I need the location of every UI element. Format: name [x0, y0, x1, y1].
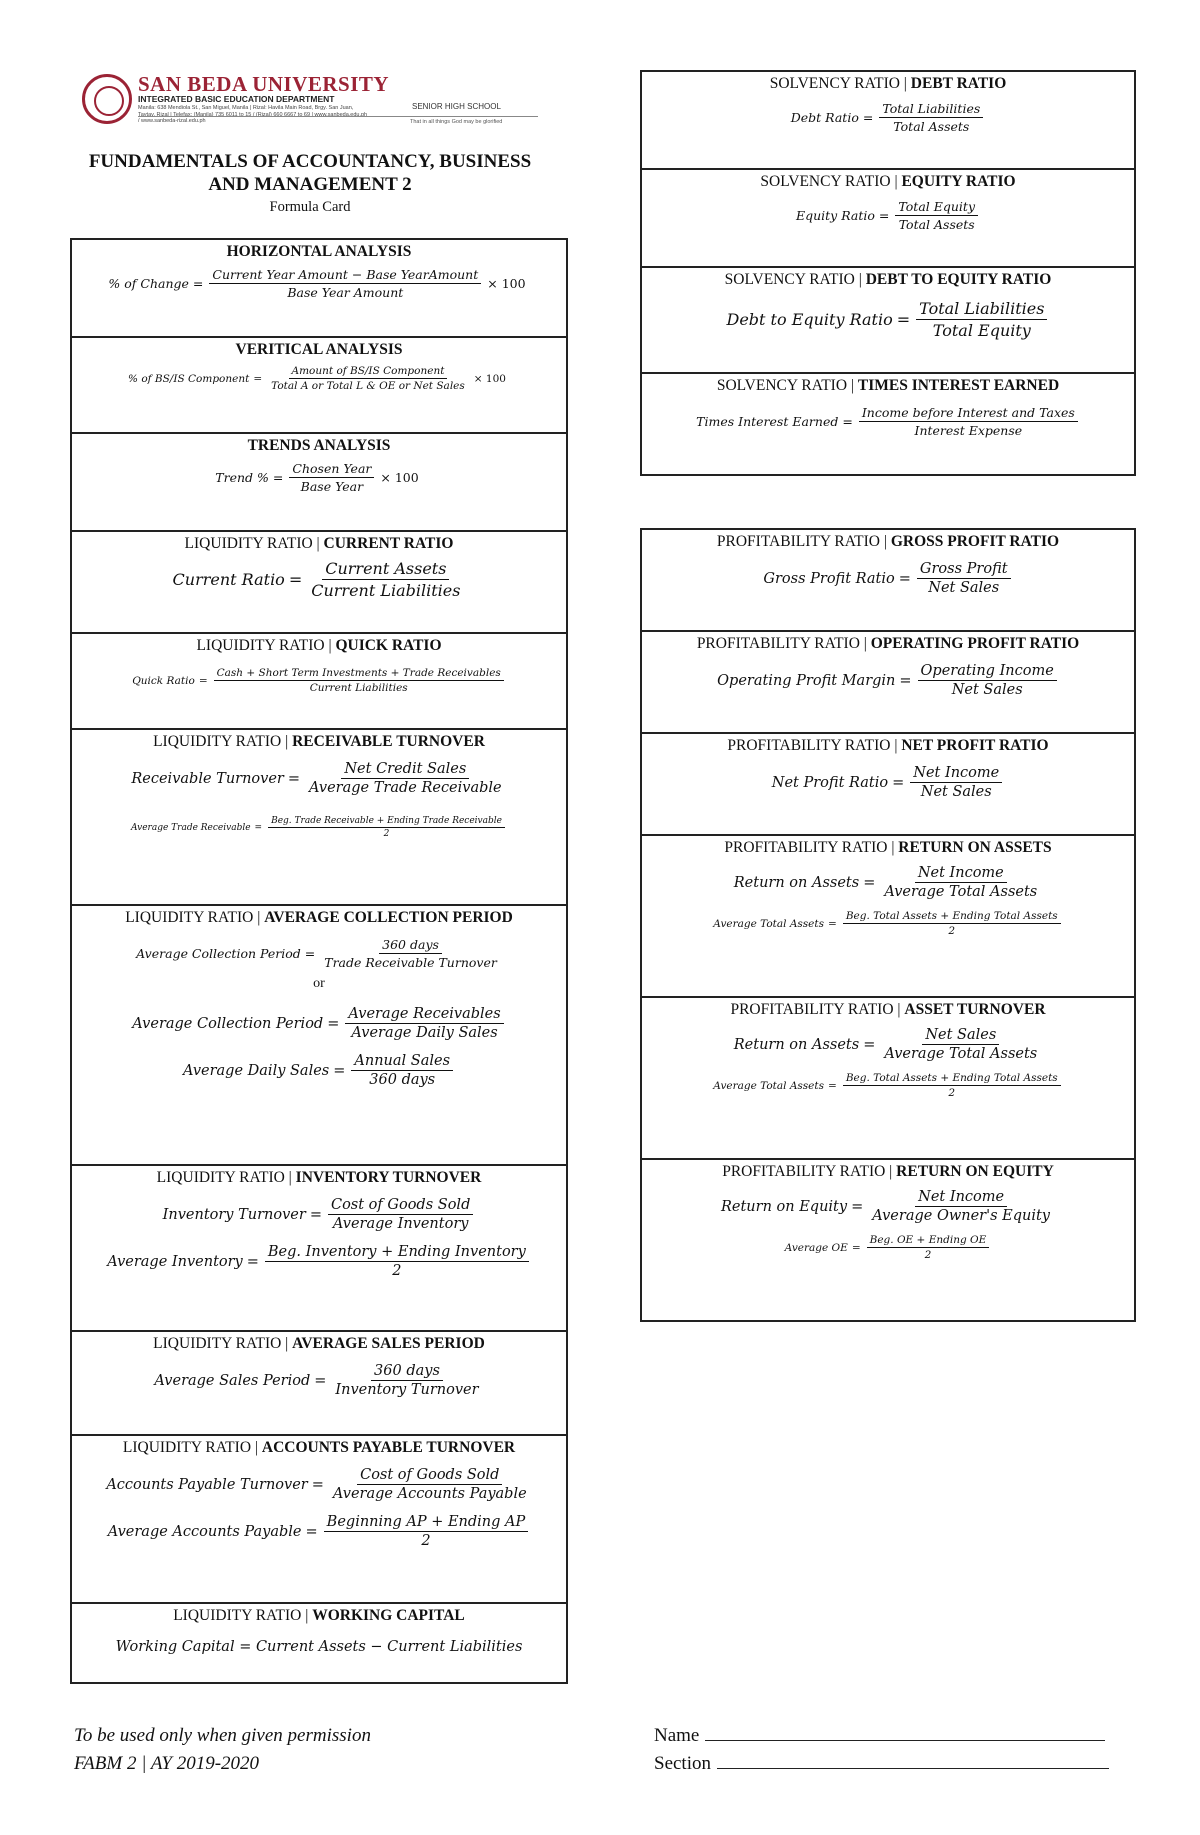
- section-title: TIMES INTEREST EARNED: [857, 377, 1060, 394]
- formula-secondary: Average OE = $\frac{\text{Beg. OE + Ending OE}}{2}$: [642, 1234, 1134, 1261]
- formula-numerator: Average Receivables: [345, 1006, 503, 1024]
- name-blank-line[interactable]: [705, 1722, 1105, 1741]
- formula-denominator: Average Accounts Payable: [332, 1486, 527, 1502]
- formula-denominator: Net Sales: [920, 784, 992, 800]
- section-title: VERITICAL ANALYSIS: [235, 341, 403, 358]
- formula-lhs: % of Change: [108, 276, 189, 291]
- formula-numerator: Beg. Total Assets + Ending Total Assets: [843, 1072, 1061, 1086]
- vertical-analysis-section: [71, 337, 567, 433]
- formula-numerator: Annual Sales: [351, 1053, 453, 1071]
- formula-lhs: Accounts Payable Turnover: [106, 1476, 308, 1493]
- times-interest-earned-section: SOLVENCY RATIO | TIMES INTEREST EARNED Times Interest Earned = $\frac{\text{Income before Interest and Taxes}}{\text{Interest Expense}}$: [641, 373, 1135, 475]
- formula-numerator: 360 days: [371, 1363, 443, 1381]
- formula-numerator: Cost of Goods Sold: [328, 1197, 473, 1215]
- section-blank-line[interactable]: [717, 1750, 1109, 1769]
- formula-lhs: Inventory Turnover: [162, 1206, 306, 1223]
- university-seal-icon: [82, 74, 132, 124]
- formula-numerator: Amount of BS/IS Component: [289, 365, 448, 379]
- quick-ratio-section: LIQUIDITY RATIO | QUICK RATIO Quick Ratio = $\frac{\text{Cash + Short Term Investments + Trade Receivables}}{\text{Current Liabilities}}$: [71, 633, 567, 729]
- working-capital-section: LIQUIDITY RATIO | WORKING CAPITAL Working Capital = Current Assets − Current Liabilities: [71, 1603, 567, 1683]
- formula-lhs: % of BS/IS Component: [128, 372, 250, 385]
- formula-denominator: Average Total Assets: [884, 884, 1038, 900]
- section-title: INVENTORY TURNOVER: [295, 1169, 482, 1186]
- receivable-turnover-section: LIQUIDITY RATIO | RECEIVABLE TURNOVER Receivable Turnover = $\frac{\text{Net Credit Sales}}{\text{Average Trade Receivable}}$ Average Trade Receivable = $\frac{\text{Beg. Trade Receivable + Ending Trade Receivable}}{2}$: [71, 729, 567, 905]
- formula-denominator: Average Inventory: [332, 1216, 469, 1232]
- section-title: GROSS PROFIT RATIO: [890, 533, 1060, 550]
- formula-numerator: Beginning AP + Ending AP: [324, 1514, 529, 1532]
- formula: [72, 1639, 566, 1655]
- section-title: QUICK RATIO: [335, 637, 442, 654]
- formula: % of BS/IS Component = $\frac{\text{Amount of BS/IS Component}}{\text{Total A or Total L \& OE or Net Sales}}$ × 100: [72, 365, 566, 392]
- section-field[interactable]: [654, 1750, 1109, 1778]
- formula-denominator: 2: [948, 925, 956, 937]
- formula-denominator: Interest Expense: [914, 423, 1023, 438]
- formula-lhs: Debt to Equity Ratio: [726, 310, 893, 329]
- current-ratio-section: LIQUIDITY RATIO | CURRENT RATIO Current Ratio = $\frac{\text{Current Assets}}{\text{Current Liabilities}}$: [71, 531, 567, 633]
- formula-denominator: 360 days: [369, 1072, 436, 1088]
- return-on-equity-section: PROFITABILITY RATIO | RETURN ON EQUITY Return on Equity = $\frac{\text{Net Income}}{\text{Average Owner's Equity}}$ Average OE = $\frac{\text{Beg. OE + Ending OE}}{2}$: [641, 1159, 1135, 1321]
- formula-numerator: Operating Income: [918, 663, 1057, 681]
- formula-numerator: Total Liabilities: [916, 299, 1047, 320]
- formula-numerator: Beg. Trade Receivable + Ending Trade Receivable: [268, 816, 505, 828]
- formula-expression: Working Capital = Current Assets − Current Liabilities: [115, 1639, 523, 1655]
- formula-numerator: Current Assets: [322, 559, 449, 580]
- formula-lhs: Receivable Turnover: [131, 770, 284, 787]
- formula-numerator: Cost of Goods Sold: [357, 1467, 502, 1485]
- formula: Receivable Turnover = $\frac{\text{Net Credit Sales}}{\text{Average Trade Receivable}}$: [72, 761, 566, 796]
- formula: Operating Profit Margin = $\frac{\text{Operating Income}}{\text{Net Sales}}$: [642, 663, 1134, 698]
- formula-secondary: Average Accounts Payable = $\frac{\text{Beginning AP + Ending AP}}{2}$: [72, 1514, 566, 1549]
- accounts-payable-turnover-section: LIQUIDITY RATIO | ACCOUNTS PAYABLE TURNOVER Accounts Payable Turnover = $\frac{\text{Cost of Goods Sold}}{\text{Average Accounts Payable}}$ Average Accounts Payable = $\frac{\text{Beginning AP + Ending AP}}{2}$: [71, 1435, 567, 1603]
- formula: Return on Assets = $\frac{\text{Net Sales}}{\text{Average Total Assets}}$: [642, 1027, 1134, 1062]
- section-label: Section: [654, 1753, 711, 1774]
- formula: Return on Equity = $\frac{\text{Net Income}}{\text{Average Owner's Equity}}$: [642, 1189, 1134, 1224]
- section-title: DEBT TO EQUITY RATIO: [865, 271, 1052, 288]
- formula-denominator: 2: [421, 1533, 431, 1549]
- formula-numerator: Beg. OE + Ending OE: [867, 1234, 990, 1248]
- formula-lhs: Current Ratio: [172, 570, 285, 589]
- operating-profit-ratio-section: PROFITABILITY RATIO | OPERATING PROFIT RATIO Operating Profit Margin = $\frac{\text{Operating Income}}{\text{Net Sales}}$: [641, 631, 1135, 733]
- formula-denominator: Total Equity: [932, 321, 1031, 340]
- formula: Average Collection Period = $\frac{\text{360 days}}{\text{Trade Receivable Turnover}}$: [72, 937, 566, 970]
- horizontal-analysis-section: [71, 239, 567, 337]
- university-name: SAN BEDA UNIVERSITY: [138, 72, 390, 96]
- formula-numerator: Total Equity: [895, 199, 978, 216]
- average-sales-period-section: LIQUIDITY RATIO | AVERAGE SALES PERIOD Average Sales Period = $\frac{\text{360 days}}{\text{Inventory Turnover}}$: [71, 1331, 567, 1435]
- formula-denominator: 2: [383, 829, 390, 839]
- average-collection-period-section: LIQUIDITY RATIO | AVERAGE COLLECTION PERIOD Average Collection Period = $\frac{\text{360 days}}{\text{Trade Receivable Turnover}}$ or Average Collection Period = $\frac{\text{Average Receivables}}{\text{Average Daily Sales}}$ Average Daily Sales = $\frac{\text{Annual Sales}}{\text{360 days}}$: [71, 905, 567, 1165]
- formula: Debt to Equity Ratio = $\frac{\text{Total Liabilities}}{\text{Total Equity}}$: [642, 299, 1134, 340]
- net-profit-ratio-section: PROFITABILITY RATIO | NET PROFIT RATIO Net Profit Ratio = $\frac{\text{Net Income}}{\text{Net Sales}}$: [641, 733, 1135, 835]
- name-label: Name: [654, 1725, 700, 1746]
- section-title: RECEIVABLE TURNOVER: [292, 733, 485, 750]
- formula-numerator: Net Income: [910, 765, 1002, 783]
- formula-denominator: 2: [924, 1249, 932, 1261]
- left-formula-table: [70, 238, 568, 1684]
- formula-denominator: Current Liabilities: [311, 581, 461, 600]
- document-title: [70, 150, 550, 196]
- asset-turnover-section: PROFITABILITY RATIO | ASSET TURNOVER Return on Assets = $\frac{\text{Net Sales}}{\text{Average Total Assets}}$ Average Total Assets = $\frac{\text{Beg. Total Assets + Ending Total Assets}}{2}$: [641, 997, 1135, 1159]
- section-title: AVERAGE COLLECTION PERIOD: [264, 909, 513, 926]
- formula-lhs: Quick Ratio: [132, 674, 195, 687]
- formula-denominator: Average Owner's Equity: [872, 1208, 1050, 1224]
- or-separator: or: [313, 976, 325, 991]
- formula: Current Ratio = $\frac{\text{Current Assets}}{\text{Current Liabilities}}$: [72, 559, 566, 600]
- formula: Debt Ratio = $\frac{\text{Total Liabilities}}{\text{Total Assets}}$: [642, 101, 1134, 134]
- formula-lhs: Average Total Assets: [713, 917, 825, 930]
- formula-secondary: Average Total Assets = $\frac{\text{Beg. Total Assets + Ending Total Assets}}{2}$: [642, 910, 1134, 937]
- formula-lhs: Return on Assets: [733, 874, 860, 891]
- formula-denominator: Base Year: [300, 479, 364, 494]
- section-title: AVERAGE SALES PERIOD: [292, 1335, 485, 1352]
- formula-lhs: Average Collection Period: [132, 1015, 324, 1032]
- formula-lhs: Net Profit Ratio: [771, 774, 889, 791]
- section-title: RETURN ON ASSETS: [898, 839, 1052, 856]
- profitability-table: [640, 528, 1136, 1322]
- formula-numerator: Total Liabilities: [879, 101, 983, 118]
- formula-denominator: Total A or Total L & OE or Net Sales: [271, 380, 465, 392]
- formula: Accounts Payable Turnover = $\frac{\text{Cost of Goods Sold}}{\text{Average Accounts Payable}}$: [72, 1467, 566, 1502]
- formula-lhs: Gross Profit Ratio: [763, 570, 895, 587]
- solvency-table: [640, 70, 1136, 476]
- formula-secondary: Average Collection Period = $\frac{\text{Average Receivables}}{\text{Average Daily Sales}}$: [72, 1006, 566, 1041]
- formula-numerator: Beg. Inventory + Ending Inventory: [265, 1244, 529, 1262]
- formula-numerator: Cash + Short Term Investments + Trade Receivables: [214, 667, 504, 681]
- formula-lhs: Return on Equity: [720, 1198, 848, 1215]
- school-motto: That in all things God may be glorified: [410, 119, 503, 125]
- formula: Gross Profit Ratio = $\frac{\text{Gross Profit}}{\text{Net Sales}}$: [642, 561, 1134, 596]
- section-title: ASSET TURNOVER: [904, 1001, 1046, 1018]
- formula-denominator: Total Assets: [893, 119, 970, 134]
- formula: % of Change = $\frac{\text{Current Year Amount − Base YearAmount}}{\text{Base Year Amount}}$ × 100: [72, 267, 566, 300]
- school-address: Manila: 638 Mendiola St., San Miguel, Manila | Rizal: Havila Main Road, Brgy. San Juan, Taytay, Rizal | Telefax: (Manila) 735 6011 to 15 / (Rizal) 660 6667 to 69 | www.sanbeda.edu.ph / www.sanbeda-rizal.edu.ph: [138, 105, 368, 124]
- formula-lhs: Return on Assets: [733, 1036, 860, 1053]
- debt-to-equity-ratio-section: SOLVENCY RATIO | DEBT TO EQUITY RATIO Debt to Equity Ratio = $\frac{\text{Total Liabilities}}{\text{Total Equity}}$: [641, 267, 1135, 373]
- formula: Average Sales Period = $\frac{\text{360 days}}{\text{Inventory Turnover}}$: [72, 1363, 566, 1398]
- inventory-turnover-section: LIQUIDITY RATIO | INVENTORY TURNOVER Inventory Turnover = $\frac{\text{Cost of Goods Sold}}{\text{Average Inventory}}$ Average Inventory = $\frac{\text{Beg. Inventory + Ending Inventory}}{2}$: [71, 1165, 567, 1331]
- formula-lhs: Average Daily Sales: [182, 1062, 330, 1079]
- formula: Quick Ratio = $\frac{\text{Cash + Short Term Investments + Trade Receivables}}{\text{Current Liabilities}}$: [72, 667, 566, 694]
- formula-lhs: Average Trade Receivable: [131, 822, 251, 833]
- trends-analysis-section: [71, 433, 567, 531]
- formula-denominator: Inventory Turnover: [335, 1382, 479, 1398]
- gross-profit-ratio-section: PROFITABILITY RATIO | GROSS PROFIT RATIO Gross Profit Ratio = $\frac{\text{Gross Profit}}{\text{Net Sales}}$: [641, 529, 1135, 631]
- title-line-1: FUNDAMENTALS OF ACCOUNTANCY, BUSINESS: [88, 151, 532, 172]
- section-title: HORIZONTAL ANALYSIS: [226, 243, 412, 260]
- formula-lhs: Average Sales Period: [154, 1372, 311, 1389]
- formula-lhs: Average Total Assets: [713, 1079, 825, 1092]
- formula-denominator: Average Total Assets: [884, 1046, 1038, 1062]
- formula-lhs: Debt Ratio: [790, 110, 859, 125]
- formula: Return on Assets = $\frac{\text{Net Income}}{\text{Average Total Assets}}$: [642, 865, 1134, 900]
- formula-numerator: Income before Interest and Taxes: [859, 405, 1078, 422]
- formula-numerator: Net Credit Sales: [341, 761, 469, 779]
- formula-numerator: Current Year Amount − Base YearAmount: [209, 267, 481, 284]
- section-title: RETURN ON EQUITY: [896, 1163, 1054, 1180]
- section-title: WORKING CAPITAL: [312, 1607, 465, 1624]
- formula-numerator: Net Income: [915, 865, 1007, 883]
- section-title: CURRENT RATIO: [323, 535, 454, 552]
- formula-denominator: 2: [392, 1263, 402, 1279]
- section-title: DEBT RATIO: [910, 75, 1007, 92]
- section-title: TRENDS ANALYSIS: [247, 437, 391, 454]
- formula-numerator: Beg. Total Assets + Ending Total Assets: [843, 910, 1061, 924]
- header-divider: [138, 116, 538, 117]
- student-fields: [654, 1722, 1109, 1778]
- formula-secondary: Average Total Assets = $\frac{\text{Beg. Total Assets + Ending Total Assets}}{2}$: [642, 1072, 1134, 1099]
- title-line-2: AND MANAGEMENT 2: [208, 174, 412, 195]
- course-year-note: FABM 2 | AY 2019-2020: [74, 1753, 260, 1774]
- formula-denominator: Current Liabilities: [309, 682, 408, 694]
- formula: Trend % = $\frac{\text{Chosen Year}}{\text{Base Year}}$ × 100: [72, 461, 566, 494]
- formula-lhs: Average Accounts Payable: [107, 1523, 302, 1540]
- formula-secondary: Average Inventory = $\frac{\text{Beg. Inventory + Ending Inventory}}{2}$: [72, 1244, 566, 1279]
- section-title: ACCOUNTS PAYABLE TURNOVER: [261, 1439, 516, 1456]
- formula-lhs: Equity Ratio: [795, 208, 875, 223]
- formula-denominator: Trade Receivable Turnover: [324, 955, 497, 970]
- formula-multiplier: × 100: [380, 470, 419, 485]
- formula-secondary: Average Trade Receivable = $\frac{\text{Beg. Trade Receivable + Ending Trade Receivable}}{2}$: [72, 816, 566, 839]
- formula-numerator: Net Income: [915, 1189, 1007, 1207]
- formula: Times Interest Earned = $\frac{\text{Income before Interest and Taxes}}{\text{Interest Expense}}$: [642, 405, 1134, 438]
- return-on-assets-section: PROFITABILITY RATIO | RETURN ON ASSETS Return on Assets = $\frac{\text{Net Income}}{\text{Average Total Assets}}$ Average Total Assets = $\frac{\text{Beg. Total Assets + Ending Total Assets}}{2}$: [641, 835, 1135, 997]
- school-header: [80, 72, 550, 134]
- formula: Net Profit Ratio = $\frac{\text{Net Income}}{\text{Net Sales}}$: [642, 765, 1134, 800]
- formula-numerator: Chosen Year: [289, 461, 374, 478]
- department-name: INTEGRATED BASIC EDUCATION DEPARTMENT: [138, 94, 335, 104]
- footer-notes: [74, 1722, 371, 1778]
- formula-multiplier: × 100: [487, 276, 526, 291]
- section-title: EQUITY RATIO: [901, 173, 1016, 190]
- formula-denominator: Total Assets: [898, 217, 975, 232]
- formula-numerator: Net Sales: [922, 1027, 999, 1045]
- formula-multiplier: × 100: [473, 372, 506, 385]
- formula: Equity Ratio = $\frac{\text{Total Equity}}{\text{Total Assets}}$: [642, 199, 1134, 232]
- document-subtitle: Formula Card: [269, 199, 351, 215]
- formula-tertiary: Average Daily Sales = $\frac{\text{Annual Sales}}{\text{360 days}}$: [72, 1053, 566, 1088]
- formula-lhs: Average OE: [784, 1241, 848, 1254]
- school-unit: SENIOR HIGH SCHOOL: [412, 102, 501, 111]
- debt-ratio-section: SOLVENCY RATIO | DEBT RATIO Debt Ratio = $\frac{\text{Total Liabilities}}{\text{Total Assets}}$: [641, 71, 1135, 169]
- formula-denominator: Net Sales: [928, 580, 1000, 596]
- formula-denominator: 2: [948, 1087, 956, 1099]
- name-field[interactable]: [654, 1722, 1109, 1750]
- section-title: OPERATING PROFIT RATIO: [870, 635, 1080, 652]
- formula-lhs: Average Inventory: [107, 1253, 243, 1270]
- section-title: NET PROFIT RATIO: [901, 737, 1049, 754]
- formula-numerator: Gross Profit: [917, 561, 1011, 579]
- formula-lhs: Operating Profit Margin: [717, 672, 896, 689]
- formula-lhs: Trend %: [215, 470, 269, 485]
- formula-denominator: Average Daily Sales: [351, 1025, 498, 1041]
- formula-lhs: Times Interest Earned: [696, 414, 839, 429]
- permission-note: To be used only when given permission: [74, 1725, 371, 1746]
- formula: Inventory Turnover = $\frac{\text{Cost of Goods Sold}}{\text{Average Inventory}}$: [72, 1197, 566, 1232]
- formula-denominator: Net Sales: [951, 682, 1023, 698]
- formula-numerator: 360 days: [379, 937, 442, 954]
- formula-denominator: Base Year Amount: [287, 285, 404, 300]
- formula-denominator: Average Trade Receivable: [309, 780, 502, 796]
- equity-ratio-section: SOLVENCY RATIO | EQUITY RATIO Equity Ratio = $\frac{\text{Total Equity}}{\text{Total Assets}}$: [641, 169, 1135, 267]
- formula-lhs: Average Collection Period: [136, 946, 301, 961]
